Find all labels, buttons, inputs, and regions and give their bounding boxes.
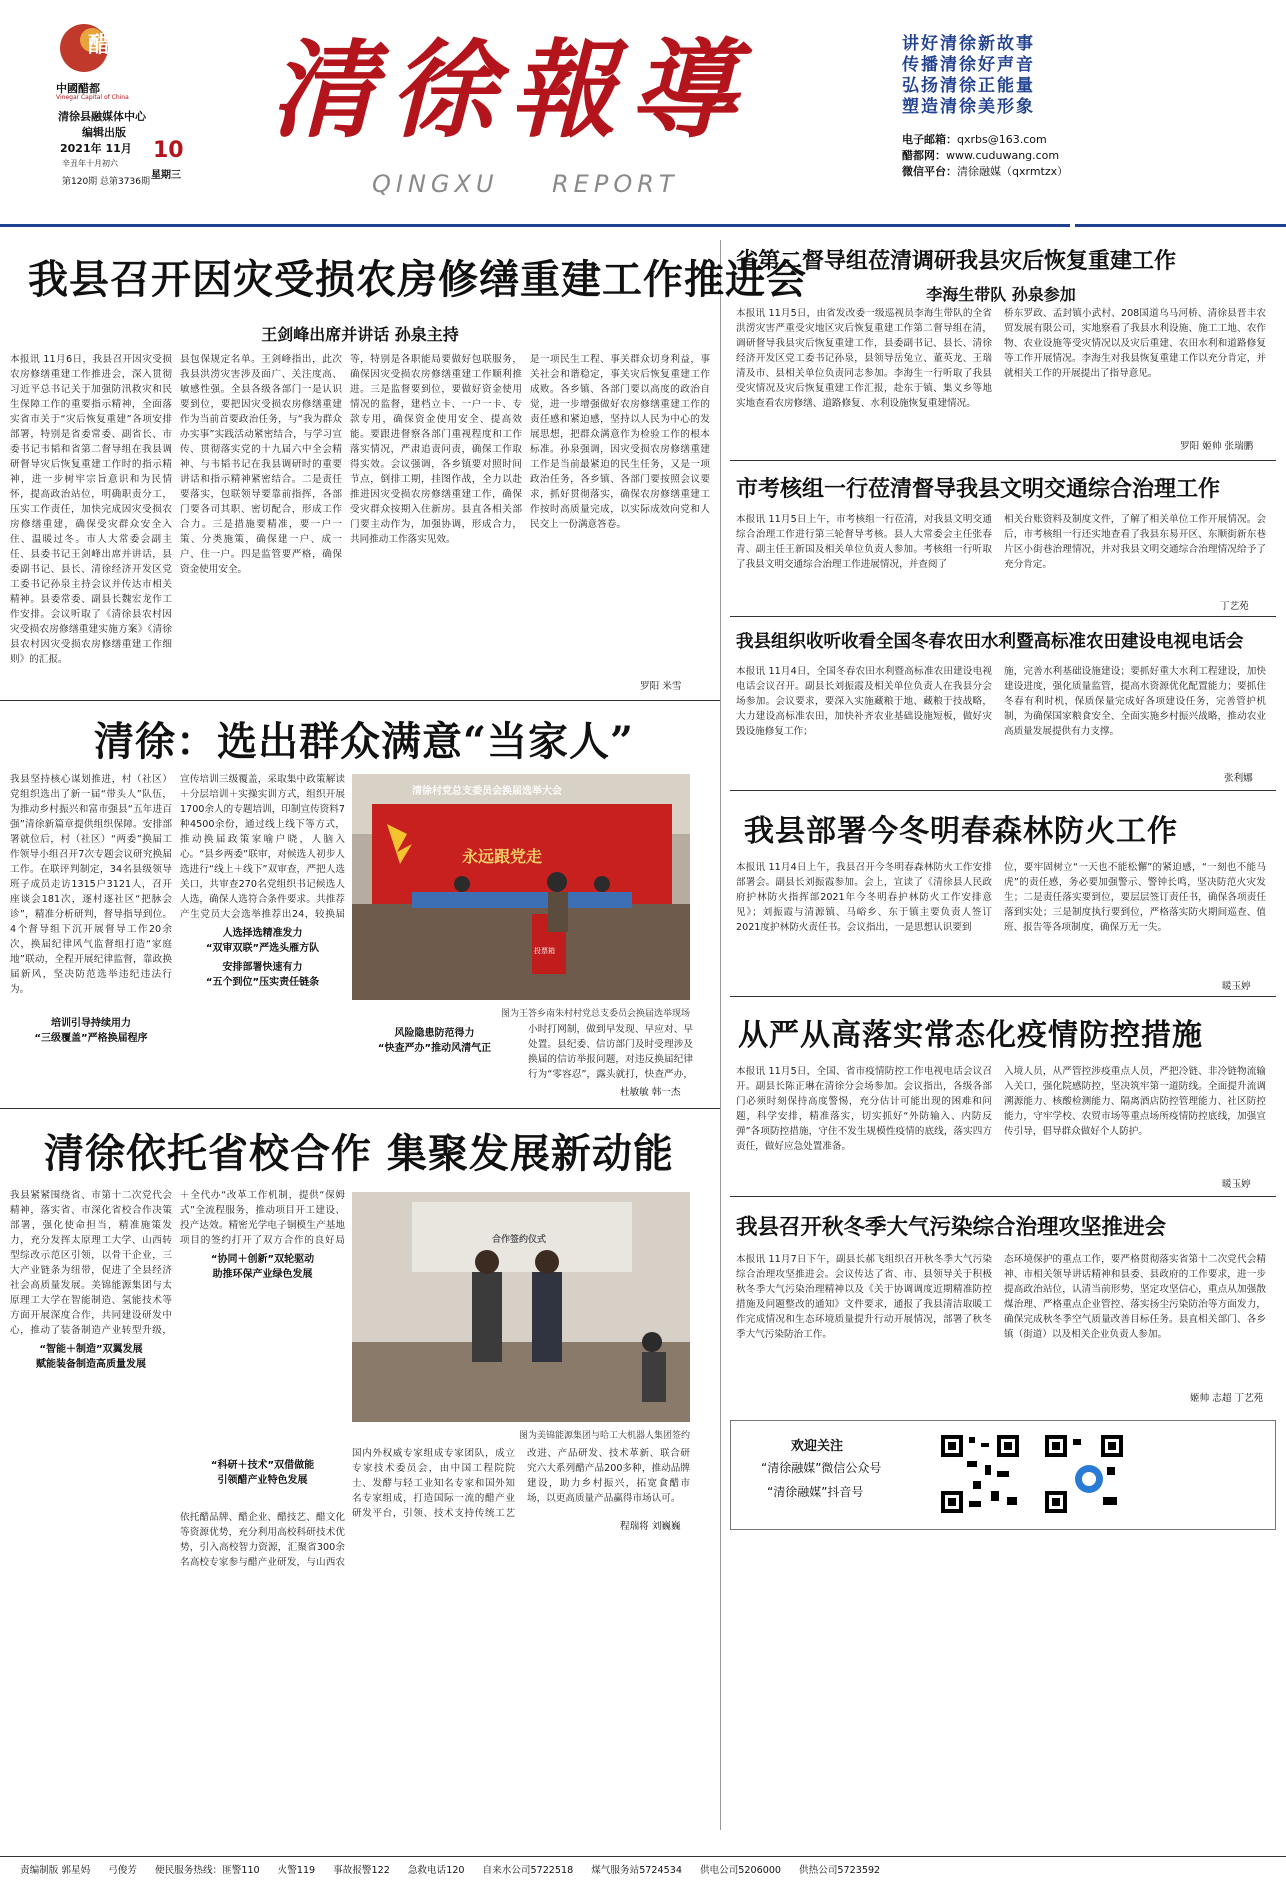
masthead: [0, 0, 1286, 225]
contact-website: 醋都网：www.cuduwang.com: [902, 149, 1060, 162]
slogan-line: 塑造清徐美形象: [902, 97, 1035, 117]
a3-photo: [352, 1192, 690, 1422]
footer-hotline-traffic: 事故报警122: [333, 1865, 390, 1876]
footer-hotline-power: 供电公司5206000: [699, 1865, 782, 1876]
election-scene-illustration: [352, 774, 690, 1000]
section-divider: [0, 700, 720, 701]
a2-sub4: 风险隐患防范得力 “快查严办”推动风清气正: [377, 1028, 492, 1054]
r2-byline: 丁艺苑: [1220, 601, 1249, 612]
wechat-qr-code[interactable]: [937, 1431, 1023, 1517]
a2-photo-banner: 清徐村党总支委员会换届选举大会: [412, 786, 562, 797]
a3-sub3: “科研＋技术”双借做能 引领醋产业特色发展: [210, 1460, 315, 1486]
r5-byline: 暖玉婷: [1222, 1179, 1251, 1190]
r2-headline: 市考核组一行莅清督导我县文明交通综合治理工作: [736, 476, 1221, 502]
qr-line1: “清徐融媒”微信公众号: [761, 1461, 882, 1475]
a3-byline: 程瑞将 刘巍巍: [620, 1521, 681, 1532]
contact-wechat: 微信平台：清徐融媒（qxrmtzx）: [902, 165, 1069, 178]
column-divider: [720, 240, 721, 1830]
logo-motto: 中國醋都: [56, 82, 100, 95]
r4-headline: 我县部署今冬明春森林防火工作: [744, 814, 1178, 849]
slogan-line: 讲好清徐新故事: [902, 34, 1035, 54]
lunar-date: 辛丑年十月初六: [62, 159, 118, 168]
a2-col2-wrap: [180, 772, 345, 1102]
r4-byline: 暖玉婷: [1222, 981, 1251, 992]
a3-col1-text: 我县紧紧围绕省、市第十二次党代会精神，落实省、市深化省校合作决策部署，强化使命担当，精准施策发力，充分发挥太原理工大学、山西转型综改示范区引领，以骨干企业，三大产业链条为纽带，促进了全县经济社会高质量发展。美锦能源集团与太原理工大学在智能制造、氢能技术等方面开展深度合作，共同建设研发中心，推动了装备制造产业转型升级，: [10, 1190, 172, 1336]
section-divider: [730, 996, 1276, 997]
section-divider: [730, 790, 1276, 791]
a3-photo-caption: 图为美锦能源集团与哈工大机器人集团签约: [518, 1431, 690, 1441]
qr-follow-box: [730, 1420, 1276, 1530]
footer-editor2: 弓俊芳: [108, 1865, 137, 1876]
r6-byline: 姬帅 志超 丁艺苑: [1190, 1393, 1264, 1404]
a3-sub1: “智能＋制造”双翼发展 赋能装备制造高质量发展: [36, 1344, 146, 1370]
a2-photo-box-label: 投票箱: [534, 947, 555, 955]
a2-col3: [352, 1022, 517, 1092]
a3-col2-text: ＋全代办“改革工作机制，提供“保姆式”全流程服务，推动项目开工建设、投产达效。精密光学电子铜模生产基地项目的签约打开了双方合作的良好局: [180, 1190, 345, 1246]
a1-subtitle: 王剑峰出席并讲话 孙泉主持: [261, 325, 459, 344]
date-year-month: 2021年 11月: [60, 142, 132, 155]
a2-col1-wrap: [10, 772, 172, 1082]
r3-headline: 我县组织收听收看全国冬春农田水利暨高标准农田建设电视电话会: [736, 632, 1244, 652]
qr-line2: “清徐融媒”抖音号: [767, 1485, 864, 1499]
r3-byline: 张利娜: [1224, 773, 1253, 784]
a2-col2-text: 宣传培训三级覆盖，采取集中政策解读＋分层培训＋实操实训方式，组织开展1700余人的专题培训，印制宣传资料7种4500余份，通过线上线下等方式，推动换届政策家喻户晓，人脑入心。“县乡两委”联审，对候选人初步人选进行“线上＋线下”双审查，严把人选关口，共审查270名党组织书记候选人人选，确保人选符合条件要求。共推荐产生党员大会选举推荐出24，较换届: [180, 774, 345, 920]
a3-photo-banner: 合作签约仪式: [492, 1235, 547, 1245]
logo-motto-en: Vinegar Capital of China: [56, 94, 129, 101]
a1-byline: 罗阳 米雪: [640, 681, 682, 692]
a1-col2: 县包保规定名单。王剑峰指出，此次我县洪涝灾害涉及面广、关注度高、敏感性强。全县各级各部门一是认识要到位，要把因灾受损农房修缮重建作为当前首要政治任务，与“我为群众办实事”实践活动紧密结合，与学习宣传、贯彻落实党的十九届六中全会精神、与韦韬书记在我县调研时的重要讲话和指示精神紧密结合。二是责任要落实，包联领导要靠前指挥，各部门要各司其职、密切配合，形成工作合力。三是措施要精准，要一户一策、分类施策，确保建一户、成一户、住一户。四是监管要严格，确保资金使用安全。: [180, 354, 342, 575]
title-en-left: QINGXU: [372, 170, 499, 198]
title-en-right: REPORT: [552, 170, 679, 198]
r3-col2: 施，完善水利基础设施建设；要抓好重大水利工程建设，加快建设进度，强化质量监管，提高水资源优化配置能力；要抓住冬春有利时机，保质保量完成好各项建设任务，完善管护机制，为确保国家粮食安全、全面实施乡村振兴战略，推动农业高质量发展提供有力支撑。: [1004, 666, 1266, 737]
footer-hotline-police: 便民服务热线：匪警110: [155, 1865, 260, 1876]
slogan-line: 传播清徐好声音: [902, 55, 1035, 75]
a2-col1-text: 我县坚持核心谋划推进，村（社区）党组织选出了新一届“带头人”队伍，为推动乡村振兴和富市强县“五年进百强”清徐新篇章提供组织保障。安排部署就位后，村（社区）“两委”换届工作领导小组召开7次专题会议研究换届工作。在联评判制定，34名县级领导班子成员走访1315户3121人，召开座谈会181次，逐村逐社区“把脉会诊”，精准分析研判，督导指导到位。4个督导组下沉开展督导工作20余次，换届纪律风气监督组打造“家庭地”联动，全程开展纪律监督，靠政换届新风，坚决防范选举违纪违法行为。: [10, 774, 172, 995]
a3-headline: 清徐依托省校合作 集聚发展新动能: [44, 1130, 674, 1177]
a3-col2-wrap: [180, 1188, 345, 1528]
r1-byline: 罗阳 姬帅 张瑞鹏: [1180, 441, 1254, 452]
a2-byline: 杜敏敏 韩一杰: [620, 1087, 681, 1098]
a3-col3: 国内外权威专家组成专家团队，成立专家技术委员会，由中国工程院院士、发酵与轻工业知名专家和国外知名专家组成，打造国际一流的醋产业研发平台，引领、技术支持传统工艺改进、产品研发、技术革新、联合研究六大系列醋产品200多种，推动品牌建设，助力乡村振兴，拓宽食醋市场，以更高质量产品赢得市场认可。: [352, 1448, 690, 1519]
slogan-block: [902, 34, 1035, 118]
publisher: 清徐县融媒体中心: [58, 110, 146, 123]
a2-sub2: 人选择选精准发力 “双审双联”严选头雁方队: [205, 928, 320, 954]
section-divider: [730, 616, 1276, 617]
newspaper-title: 清徐報導: [270, 27, 750, 152]
r6-col1: 本报讯 11月7日下午，副县长郝飞组织召开秋冬季大气污染综合治理攻坚推进会。会议传达了省、市、县领导关于积极秋冬季大气污染治理精神以及《关于协调调度近期精准防控措施及问题整改的通知》文件要求，通报了我县清洁取暖工作完成情况和生态环境质量提升行动开展情况，部署了秋冬季大气污染防治工作。: [736, 1254, 992, 1340]
r5-col1: 本报讯 11月5日，全国、省市疫情防控工作电视电话会议召开。副县长陈正琳在清徐分会场参加。会议指出，各级各部门必须时刻保持高度警惕，充分估计可能出现的困难和问题，科学安排，精准落实，切实抓好“外防输入、内防反弹”各项防控措施，守住不发生规模性疫情的底线，落实四方责任，做好应急处置准备。: [736, 1066, 992, 1152]
contact-block: [902, 132, 1068, 180]
a2-photo-slogan: 永远跟党走: [462, 847, 543, 866]
r4-col2: 位，要牢固树立“一天也不能松懈”的紧迫感，“一刻也不能马虎”的责任感，务必要加强警示、警钟长鸣，坚决防范火灾发生；二是责任落实要到位，要层层签订责任书，确保各项责任落到实处；三是制度执行要到位，严格落实防火期间巡查、值班、报告等各项制度，确保万无一失。: [1004, 862, 1266, 933]
r6-headline: 我县召开秋冬季大气污染综合治理攻坚推进会: [736, 1215, 1167, 1240]
masthead-divider-right: [1075, 224, 1286, 227]
a3-sub2: “协同＋创新”双轮驱动 助推环保产业绿色发展: [210, 1254, 315, 1280]
r2-col1: 本报讯 11月5日上午，市考核组一行莅清，对我县文明交通综合治理工作进行第三轮督导考核。县人大常委会主任张春青、副主任王新国及相关单位负责人参加。考核组一行听取了我县文明交通综合治理工作进展情况，并查阅了: [736, 514, 992, 570]
a1-col4: 是一项民生工程、事关群众切身利益，事关社会和谐稳定，事关灾后恢复重建工作成败。各乡镇、各部门要以高度的政治自觉，进一步增强做好农房修缮重建工作的责任感和紧迫感，坚持以人民为中心的发展思想，把群众满意作为检验工作的根本标准。孙泉强调，因灾受损农房修缮重建工作是当前最紧迫的民生任务，又是一项政治任务，各乡镇、各部门要按照会议要求，抓好贯彻落实，确保农房修缮重建工作按时高质量完成，以实际成效向党和人民交上一份满意答卷。: [530, 354, 710, 530]
footer-hotline-fire: 火警119: [277, 1865, 316, 1876]
footer-editor: 责编制版 郭星妈: [20, 1865, 91, 1876]
r5-col2: 入境人员，从严管控涉疫重点人员，严把冷链、非冷链物流输入关口，强化院感防控，坚决筑牢第一道防线。全面提升流调溯源能力、核酸检测能力、隔离酒店防控管理能力、社区防控能力，守牢学校、农贸市场等重点场所疫情防控底线，加强宣传引导，倡导群众做好个人防护。: [1004, 1066, 1266, 1137]
footer-bar: [20, 1862, 1270, 1882]
section-divider: [0, 1108, 720, 1109]
svg-text:醋: 醋: [88, 32, 110, 58]
a2-sub3: 培训引导持续用力 “三级覆盖”严格换届程序: [34, 1018, 148, 1044]
footer-hotline-emergency: 急救电话120: [407, 1865, 465, 1876]
a3-col1-wrap: [10, 1188, 172, 1528]
slogan-line: 弘扬清徐正能量: [902, 76, 1035, 96]
a1-col1: 本报讯 11月6日，我县召开因灾受损农房修缮重建工作推进会，深入贯彻习近平总书记关于加强防汛救灾和民生保障工作的重要指示精神，全面落实省市关于“灾后恢复重建”各项安排部署，特别是省委常委、副省长、市委书记韦韬和省第二督导组在我县调研督导灾后恢复重建工作时的指示精神，进一步树牢宗旨意识和为民情怀，提高政治站位，明确职责分工，压实工作责任，加快完成因灾受损农房修缮重建，确保受灾群众安全入住、温暖过冬。市人大常委会副主任、县委书记王剑峰出席并讲话，县委副书记、县长、清徐经济开发区党工委书记孙泉主持会议并传达市相关精神。县委常委、副县长魏宏龙作工作安排。会议听取了《清徐县农村因灾受损农房修缮重建实施方案》《清徐县农村因灾受损农房修缮重建工作细则》的汇报。: [10, 354, 172, 665]
signing-ceremony-illustration: [352, 1192, 690, 1422]
publisher-line2: 编辑出版: [82, 126, 126, 139]
issue-number: 第120期 总第3736期: [62, 177, 150, 187]
a2-col4: 小时打网制，做到早发现、早应对、早处置。县纪委、信访部门及时受理涉及换届的信访举报问题，对违反换届纪律行为“零容忍”，露头就打，快查严办，: [528, 1024, 693, 1080]
city-logo: [58, 22, 110, 74]
footer-hotline-gas: 煤气服务站5724534: [591, 1865, 682, 1876]
r2-col2: 相关台账资料及制度文件，了解了相关单位工作开展情况。会后，市考核组一行还实地查看了我县东易开区、东顺街新东巷片区小街巷治理情况，并对我县文明交通综合治理情况给予了充分肯定。: [1004, 514, 1266, 570]
r1-subtitle: 李海生带队 孙泉参加: [926, 285, 1076, 304]
qr-title: 欢迎关注: [791, 1439, 844, 1454]
contact-email: 电子邮箱：qxrbs@163.com: [902, 133, 1047, 146]
a3-col2-bottom: 依托醋品牌、醋企业、醋技艺、醋文化等资源优势，充分利用高校科研技术优势，引入高校智力资源，汇聚省300余名高校专家参与醋产业研发，与山西农: [180, 1512, 345, 1568]
douyin-qr-code[interactable]: [1041, 1431, 1127, 1517]
section-divider: [730, 460, 1276, 461]
r1-col1: 本报讯 11月5日，由省发改委一级巡视员李海生带队的全省洪涝灾害严重受灾地区灾后恢复重建工作第二督导组在清，调研督导我县灾后恢复重建工作，县委副书记、县长、清徐经济开发区党工委书记孙泉，县领导岳兔立、董英龙、王瑞清及市、县相关单位负责同志参加。李海生一行听取了我县受灾情况及灾后恢复重建工作汇报，赴东于镇、集义乡等地实地查看农房修缮、道路修复、水利设施恢复重建情况。: [736, 308, 992, 409]
a2-headline: 清徐：选出群众满意“当家人”: [94, 718, 635, 765]
a1-headline: 我县召开因灾受损农房修缮重建工作推进会: [28, 256, 807, 303]
a1-col3: 等，特别是各职能局要做好包联服务，确保因灾受损农房修缮重建工作顺利推进。三是监督要到位，要做好资金使用情况的监督，建档立卡、一户一卡、专款专用，确保资金使用安全、提高效能。要跟进督察各部门重视程度和工作落实情况，严肃追责问责，确保工作取得实效。会议强调，各乡镇要对照时间节点，倒排工期，挂图作战，全力以赴推进因灾受损农房修缮重建工作，确保受灾群众按期入住新房。县直各相关部门要主动作为，加强协调，形成合力，共同推动工作落实见效。: [350, 354, 522, 545]
a2-sub1: 安排部署快速有力 “五个到位”压实责任链条: [205, 962, 320, 988]
section-divider: [730, 1196, 1276, 1197]
masthead-divider: [0, 224, 1070, 227]
weekday: 星期三: [151, 170, 181, 181]
a2-photo: [352, 774, 690, 1000]
r1-col2: 桥东罗政、孟封镇小武村、208国道乌马河桥、清徐县晋丰农贸发展有限公司，实地察看了我县水利设施、施工工地、农作物、农业设施等受灾情况以及灾后重建、农田水利和道路修复等工作开展情况。李海生对我县恢复重建工作以充分肯定，并就相关工作的开展提出了指导意见。: [1004, 308, 1266, 379]
footer-divider: [0, 1856, 1286, 1857]
a2-photo-caption: 图为王答乡南朱村村党总支委员会换届选举现场: [500, 1009, 690, 1019]
r6-col2: 态环境保护的重点工作，要严格贯彻落实省第十二次党代会精神、市相关领导讲话精神和县委、县政府的工作要求，进一步提高政治站位，认清当前形势，坚定攻坚信心，重点从加强散煤治理、严格重点企业管控、落实扬尘污染防治等方面发力，确保完成秋冬季空气质量改善目标任务。县直相关部门、各乡镇（街道）以及相关企业负责人参加。: [1004, 1254, 1266, 1340]
r1-headline: 省第二督导组莅清调研我县灾后恢复重建工作: [736, 248, 1177, 274]
footer-hotline-heat: 供热公司5723592: [799, 1865, 881, 1876]
r4-col1: 本报讯 11月4日上午，我县召开今冬明春森林防火工作安排部署会。副县长刘振霞参加。会上，宣读了《清徐县人民政府护林防火指挥部2021年今冬明春护林防火工作安排意见》；刘振霞与清源镇、马峪乡、东于镇主要负责人签订2021度护林防火责任书。会议指出，一是思想认识要到: [736, 862, 992, 933]
day-number: 10: [153, 138, 184, 163]
r3-col1: 本报讯 11月4日，全国冬春农田水利暨高标准农田建设电视电话会议召开。副县长刘振霞及相关单位负责人在我县分会场参加。会议要求，要深入实施藏粮于地、藏粮于技战略，大力建设高标准农田，加快补齐农业基础设施短板，做好灾毁设施修复工作；: [736, 666, 992, 737]
footer-hotline-water: 自来水公司5722518: [482, 1865, 574, 1876]
r5-headline: 从严从高落实常态化疫情防控措施: [738, 1018, 1203, 1053]
